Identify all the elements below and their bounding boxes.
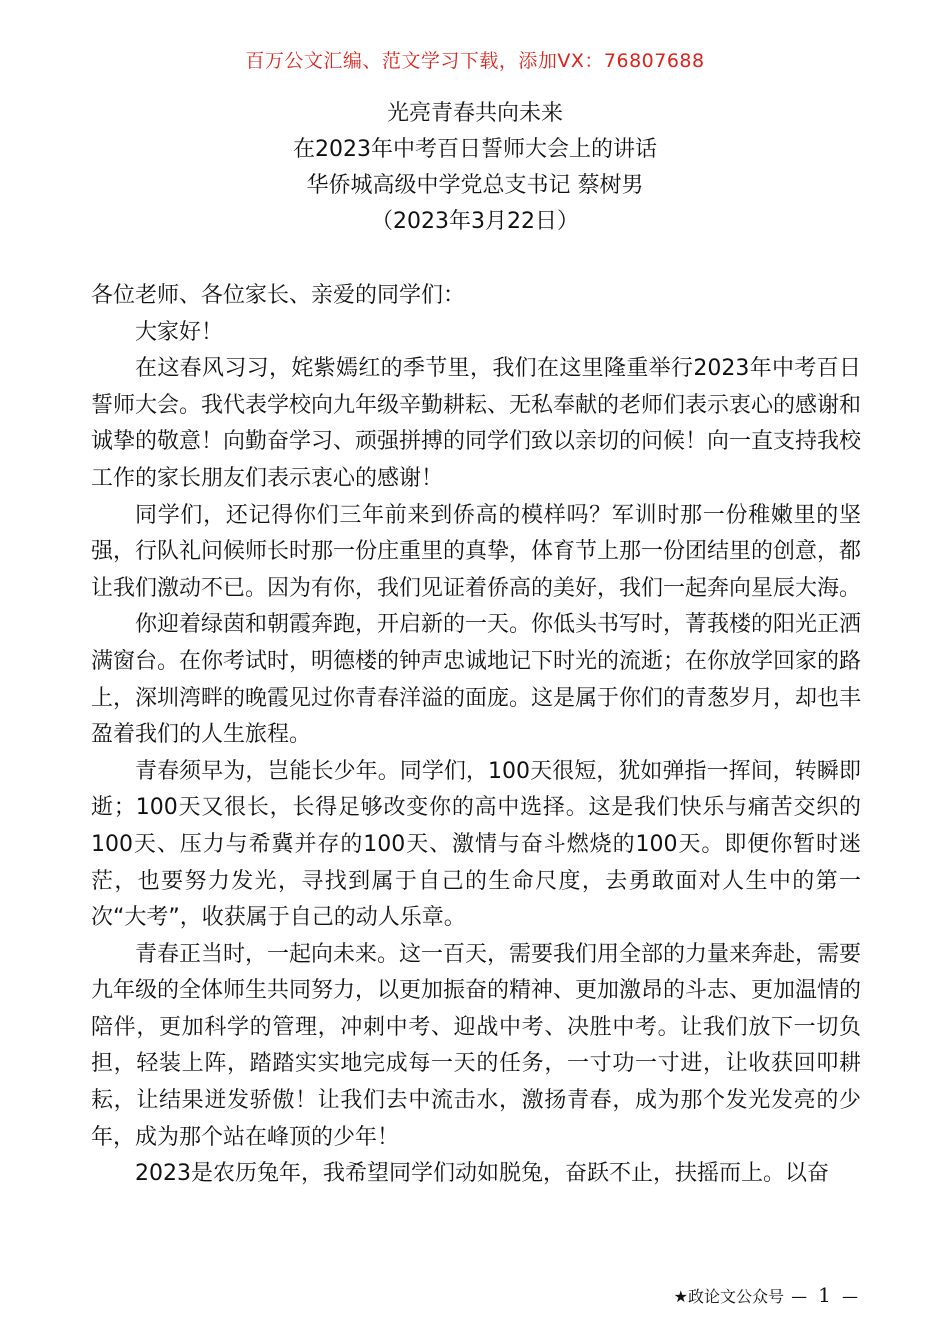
paragraph: 你迎着绿茵和朝霞奔跑，开启新的一天。你低头书写时，菁莪楼的阳光正洒满窗台。在你考试时，明德楼的钟声忠诚地记下时光的流逝；在你放学回家的路上，深圳湾畔的晚霞见过你青春洋溢的面庞。这是属于你们的青葱岁月，却也丰盈着我们的人生旅程。 <box>91 612 862 748</box>
paragraph: 2023是农历兔年，我希望同学们动如脱兔，奋跃不止，扶摇而上。以奋 <box>135 1161 829 1187</box>
speech-date: （2023年3月22日） <box>371 209 579 234</box>
speech-occasion: 在2023年中考百日誓师大会上的讲话 <box>293 137 657 162</box>
speech-body <box>91 278 861 1193</box>
paragraph: 大家好！ <box>135 319 224 345</box>
page-footer <box>674 1283 860 1307</box>
salutation: 各位老师、各位家长、亲爱的同学们： <box>91 283 466 308</box>
speaker-line: 华侨城高级中学党总支书记 蔡树男 <box>306 173 644 198</box>
speech-title: 光亮青春共向未来 <box>386 101 563 126</box>
footer-source: ★政论文公众号 <box>673 1287 784 1306</box>
paragraph: 青春正当时，一起向未来。这一百天，需要我们用全部的力量来奔赴，需要九年级的全体师生共同努力，以更加振奋的精神、更加激昂的斗志、更加温情的陪伴，更加科学的管理，冲刺中考、迎战中考、决胜中考。让我们放下一切负担，轻装上阵，踏踏实实地完成每一天的任务，一寸功一寸进，让收获回叩耕耘，让结果迸发骄傲！让我们去中流击水，激扬青春，成为那个发光发亮的少年，成为那个站在峰顶的少年！ <box>91 941 862 1150</box>
page-number: 1 <box>818 1283 831 1307</box>
footer-dash-right: — <box>842 1287 858 1306</box>
header-banner: 百万公文汇编、范文学习下载，添加VX：76807688 <box>245 50 705 72</box>
footer-dash-left: — <box>791 1287 808 1306</box>
paragraph: 在这春风习习，姹紫嫣红的季节里，我们在这里隆重举行2023年中考百日誓师大会。我代表学校向九年级辛勤耕耘、无私奉献的老师们表示衷心的感谢和诚挚的敬意！向勤奋学习、顽强拼搏的同学们致以亲切的问候！向一直支持我校工作的家长朋友们表示衷心的感谢！ <box>91 356 862 491</box>
speech-title-block <box>0 96 950 240</box>
paragraph: 同学们，还记得你们三年前来到侨高的模样吗？军训时那一份稚嫩里的坚强，行队礼问候师长时那一份庄重里的真挚，体育节上那一份团结里的创意，都让我们激动不已。因为有你，我们见证着侨高的美好，我们一起奔向星辰大海。 <box>91 502 862 601</box>
paragraph: 青春须早为，岂能长少年。同学们，100天很短，犹如弹指一挥间，转瞬即逝；100天又很长，长得足够改变你的高中选择。这是我们快乐与痛苦交织的100天、压力与希冀并存的100天、激情与奋斗燃烧的100天。即便你暂时迷茫，也要努力发光，寻找到属于自己的生命尺度，去勇敢面对人生中的第一次“大考”，收获属于自己的动人乐章。 <box>91 758 861 931</box>
